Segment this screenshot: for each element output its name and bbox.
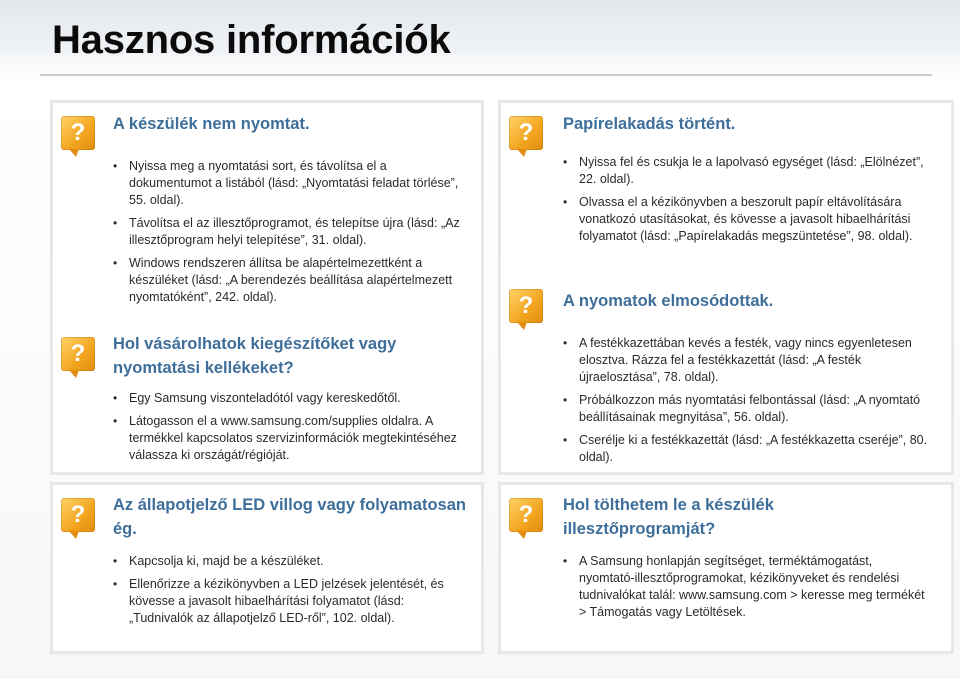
list-item: • Próbálkozzon más nyomtatási felbontással (lásd: „A nyomtató beállításainak megnyitása”, 56. oldal). (563, 392, 931, 426)
list-item: • A festékkazettában kevés a festék, vagy nincs egyenletesen elosztva. Rázza fel a festékkazettát (lásd: „A festék újraelosztása”, 78. oldal). (563, 335, 931, 386)
list-item: • Olvassa el a kézikönyvben a beszorult papír eltávolítására vonatkozó utasításokat, és kövesse a javasolt hibaelhárítási folyamatot (lásd: „Papírelakadás megszüntetése”, 98. oldal). (563, 194, 931, 245)
section-list (563, 553, 931, 627)
section-list (113, 553, 468, 633)
section-title: Hol tölthetem le a készülék illesztőprogramját? (563, 496, 774, 538)
list-item: • Windows rendszeren állítsa be alapértelmezettként a készüléket (lásd: „A berendezés beállítása alapértelmezett nyomtatóként”, 242. oldal). (113, 255, 468, 306)
list-item: • Távolítsa el az illesztőprogramot, és telepítse újra (lásd: „Az illesztőprogram helyi telepítése”, 31. oldal). (113, 215, 468, 249)
page-title: Hasznos információk (52, 18, 451, 62)
section-list (563, 154, 931, 251)
question-icon: ? (61, 498, 95, 532)
section-list (113, 390, 468, 470)
list-item: • Kapcsolja ki, majd be a készüléket. (113, 553, 468, 570)
section-title: Hol vásárolhatok kiegészítőket vagy nyomtatási kellékeket? (113, 335, 397, 377)
question-icon: ? (509, 116, 543, 150)
title-divider (40, 74, 932, 76)
list-item: • Nyissa fel és csukja le a lapolvasó egységet (lásd: „Elölnézet”, 22. oldal). (563, 154, 931, 188)
list-item: • Látogasson el a www.samsung.com/supplies oldalra. A termékkel kapcsolatos szervizinformációk megtekintéséhez válassza ki országát/régióját. (113, 413, 468, 464)
list-item: • A Samsung honlapján segítséget, terméktámogatást, nyomtató-illesztőprogramokat, kézikönyveket és rendelési tudnivalókat talál: www.samsung.com > keresse meg termékét > Támogatás vagy Letöltések. (563, 553, 931, 621)
section-title: Papírelakadás történt. (563, 115, 736, 133)
section-title: A nyomatok elmosódottak. (563, 292, 774, 310)
question-icon: ? (61, 337, 95, 371)
list-item: • Egy Samsung viszonteladótól vagy kereskedőtől. (113, 390, 468, 407)
question-icon: ? (509, 498, 543, 532)
question-icon: ? (509, 289, 543, 323)
section-title: Az állapotjelző LED villog vagy folyamatosan ég. (113, 496, 466, 538)
list-item: • Cserélje ki a festékkazettát (lásd: „A festékkazetta cseréje”, 80. oldal). (563, 432, 931, 466)
section-title: A készülék nem nyomtat. (113, 115, 310, 133)
section-list (563, 335, 931, 472)
question-icon: ? (61, 116, 95, 150)
list-item: • Ellenőrizze a kézikönyvben a LED jelzések jelentését, és kövesse a javasolt hibaelhárítási folyamatot (lásd: „Tudnivalók az állapotjelző LED-ről”, 102. oldal). (113, 576, 468, 627)
list-item: • Nyissa meg a nyomtatási sort, és távolítsa el a dokumentumot a listából (lásd: „Nyomtatási feladat törlése”, 55. oldal). (113, 158, 468, 209)
section-list (113, 158, 468, 312)
